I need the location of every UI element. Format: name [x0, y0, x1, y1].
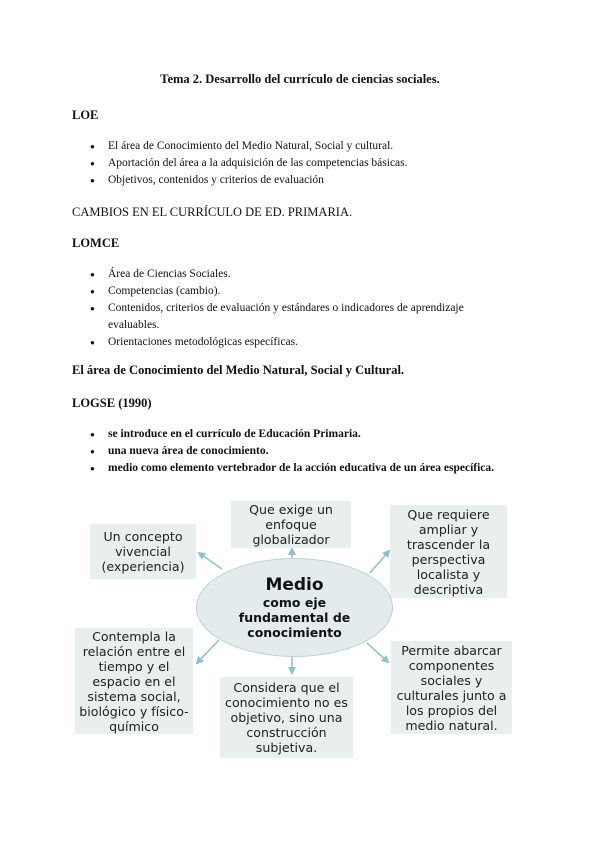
loe-list	[90, 138, 530, 189]
logse-list	[90, 426, 560, 477]
concept-box-vivencial: Un concepto vivencial (experiencia)	[90, 524, 196, 579]
list-item: ● se introduce en el currículo de Educación Primaria.	[90, 426, 560, 443]
list-item: ● una nueva área de conocimiento.	[90, 443, 560, 460]
arrow-bottom-left	[197, 640, 219, 663]
list-item: ● Competencias (cambio).	[90, 283, 510, 300]
lomce-heading: LOMCE	[72, 236, 120, 250]
list-item: ● Objetivos, contenidos y criterios de evaluación	[90, 172, 530, 189]
list-item: ● Orientaciones metodológicas específicas.	[90, 334, 510, 351]
arrow-top-left	[199, 553, 222, 569]
arrow-bottom-right	[367, 643, 388, 662]
page-title: Tema 2. Desarrollo del currículo de ciencias sociales.	[160, 72, 440, 86]
concept-box-conocimiento: Considera que el conocimiento no es objetivo, sino una construcción subjetiva.	[220, 677, 353, 758]
list-item: ● El área de Conocimiento del Medio Natural, Social y cultural.	[90, 138, 530, 155]
list-item: ● Aportación del área a la adquisición de las competencias básicas.	[90, 155, 530, 172]
logse-heading: LOGSE (1990)	[72, 396, 152, 410]
list-item: ● Contenidos, criterios de evaluación y estándares o indicadores de aprendizaje evaluables.	[90, 300, 510, 334]
concept-box-abarcar: Permite abarcar componentes sociales y culturales junto a los propios del medio natural.	[391, 641, 512, 734]
arrow-top-right	[370, 551, 389, 573]
area-heading: El área de Conocimiento del Medio Natural, Social y Cultural.	[72, 363, 405, 377]
central-concept-ellipse	[196, 558, 393, 657]
cambios-heading: CAMBIOS EN EL CURRÍCULO DE ED. PRIMARIA.	[72, 205, 353, 219]
loe-heading: LOE	[72, 108, 99, 122]
concept-box-globalizador: Que exige un enfoque globalizador	[231, 501, 351, 548]
concept-box-relacion: Contempla la relación entre el tiempo y el espacio en el sistema social, biológico y físico-químico	[75, 628, 193, 734]
concept-diagram	[0, 495, 600, 775]
list-item: ● medio como elemento vertebrador de la acción educativa de un área específica.	[90, 460, 560, 477]
concept-box-perspectiva: Que requiere ampliar y trascender la perspectiva localista y descriptiva	[390, 505, 507, 598]
central-concept-title: Medio	[265, 575, 324, 595]
lomce-list	[90, 266, 510, 351]
central-concept-subtitle: como eje fundamental de conocimiento	[238, 595, 351, 640]
list-item: ● Área de Ciencias Sociales.	[90, 266, 510, 283]
